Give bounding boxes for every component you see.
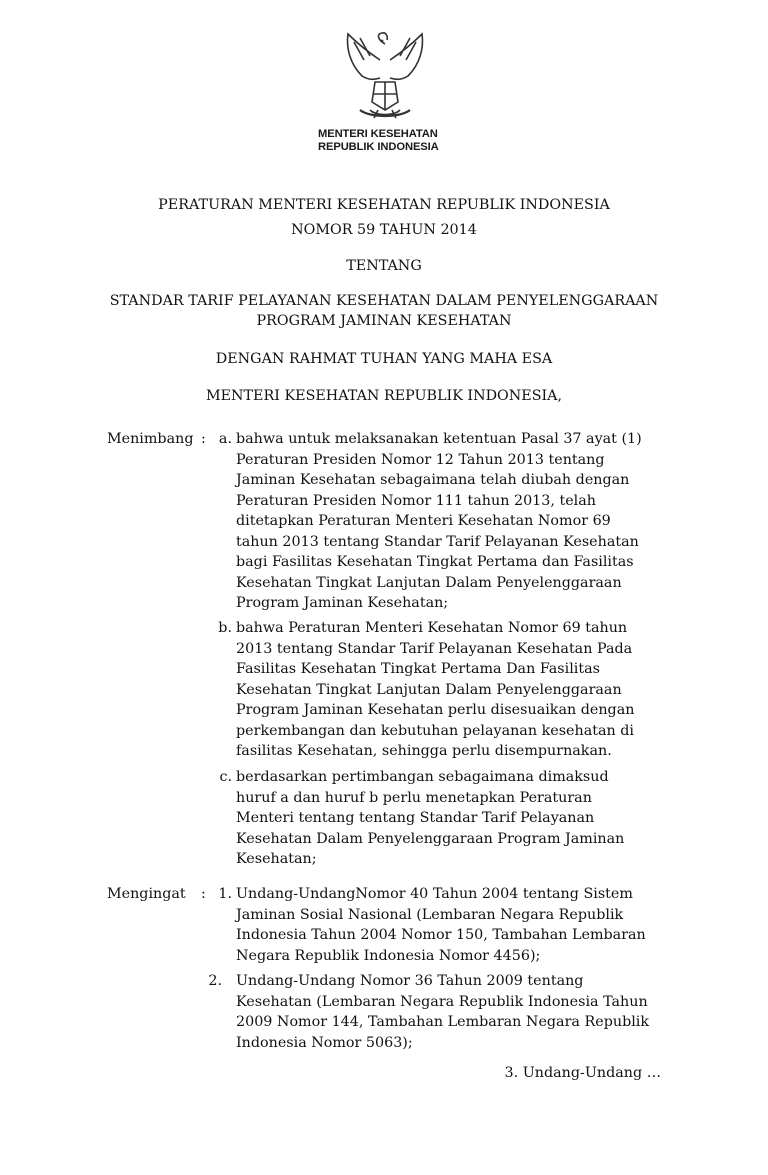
ministry-line-2: REPUBLIK INDONESIA	[318, 141, 439, 153]
menimbang-label: Menimbang	[107, 431, 194, 447]
menimbang-a-line: bagi Fasilitas Kesehatan Tingkat Pertama dan Fasilitas	[236, 554, 634, 570]
menimbang-c-line: huruf a dan huruf b perlu menetapkan Peraturan	[236, 789, 592, 806]
menimbang-a-line: Peraturan Presiden Nomor 111 tahun 2013, telah	[236, 492, 596, 509]
mengingat-1-line: Undang-UndangNomor 40 Tahun 2004 tentang Sistem	[236, 886, 633, 902]
menimbang-a-line: Kesehatan Tingkat Lanjutan Dalam Penyelenggaraan	[236, 574, 622, 591]
menimbang-marker-c: c.	[219, 769, 232, 785]
subject-line-1: STANDAR TARIF PELAYANAN KESEHATAN DALAM PENYELENGGARAAN	[109, 293, 659, 309]
menimbang-a-line: Program Jaminan Kesehatan;	[236, 595, 449, 611]
ministry-line-1: MENTERI KESEHATAN	[318, 128, 438, 140]
mengingat-1-line: Jaminan Sosial Nasional (Lembaran Negara Republik	[236, 906, 624, 923]
mengingat-marker-2: 2.	[208, 973, 222, 989]
menimbang-marker-a: a.	[218, 431, 232, 447]
invocation: DENGAN RAHMAT TUHAN YANG MAHA ESA	[215, 351, 553, 367]
ministry-label	[318, 128, 439, 154]
menimbang-a-line: bahwa untuk melaksanakan ketentuan Pasal 37 ayat (1)	[236, 431, 642, 447]
menimbang-b-line: Program Jaminan Kesehatan perlu disesuaikan dengan	[236, 702, 635, 718]
mengingat-1-line: Indonesia Tahun 2004 Nomor 150, Tambahan Lembaran	[236, 927, 646, 943]
continuation-reference: 3. Undang-Undang …	[504, 1065, 661, 1081]
menimbang-b-line: Fasilitas Kesehatan Tingkat Pertama Dan Fasilitas	[236, 661, 600, 677]
menimbang-marker-b: b.	[218, 620, 232, 636]
menimbang-b-line: bahwa Peraturan Menteri Kesehatan Nomor 69 tahun	[236, 620, 628, 636]
menimbang-c-line: berdasarkan pertimbangan sebagaimana dimaksud	[236, 769, 609, 785]
menimbang-b-line: 2013 tentang Standar Tarif Pelayanan Kesehatan Pada	[236, 640, 633, 657]
menimbang-b-line: Kesehatan Tingkat Lanjutan Dalam Penyelenggaraan	[236, 681, 622, 698]
mengingat-item-2	[236, 971, 661, 1053]
authority: MENTERI KESEHATAN REPUBLIK INDONESIA,	[205, 388, 563, 404]
mengingat-2-line: Undang-Undang Nomor 36 Tahun 2009 tentang	[236, 973, 584, 989]
mengingat-colon: :	[201, 886, 206, 902]
menimbang-c-line: Kesehatan Dalam Penyelenggaraan Program Jaminan	[236, 830, 625, 847]
menimbang-a-line: Peraturan Presiden Nomor 12 Tahun 2013 tentang	[236, 451, 605, 468]
mengingat-1-line: Negara Republik Indonesia Nomor 4456);	[236, 947, 541, 964]
mengingat-2-line: Kesehatan (Lembaran Negara Republik Indonesia Tahun	[236, 993, 648, 1010]
garuda-pancasila-icon	[330, 30, 440, 120]
menimbang-b-line: fasilitas Kesehatan, sehingga perlu disempurnakan.	[236, 743, 612, 759]
menimbang-c-line: Kesehatan;	[236, 851, 317, 867]
menimbang-a-line: tahun 2013 tentang Standar Tarif Pelayanan Kesehatan	[236, 533, 639, 550]
menimbang-colon: :	[201, 431, 206, 447]
menimbang-item-a	[236, 429, 661, 614]
menimbang-b-line: perkembangan dan kebutuhan pelayanan kesehatan di	[236, 722, 634, 739]
menimbang-a-line: Jaminan Kesehatan sebagaimana telah diubah dengan	[236, 472, 630, 488]
mengingat-marker-1: 1.	[218, 886, 232, 902]
regulation-title: PERATURAN MENTERI KESEHATAN REPUBLIK INDONESIA	[158, 197, 610, 213]
regulation-number: NOMOR 59 TAHUN 2014	[291, 222, 477, 238]
menimbang-item-b	[236, 618, 661, 762]
subject-line-2: PROGRAM JAMINAN KESEHATAN	[256, 313, 512, 329]
menimbang-a-line: ditetapkan Peraturan Menteri Kesehatan Nomor 69	[236, 513, 611, 529]
menimbang-item-c	[236, 767, 661, 870]
menimbang-c-line: Menteri tentang tentang Standar Tarif Pelayanan	[236, 810, 595, 826]
mengingat-2-line: Indonesia Nomor 5063);	[236, 1034, 413, 1051]
mengingat-item-1	[236, 884, 661, 966]
mengingat-label: Mengingat	[107, 886, 186, 902]
tentang-heading: TENTANG	[346, 258, 422, 274]
mengingat-2-line: 2009 Nomor 144, Tambahan Lembaran Negara Republik	[236, 1014, 650, 1030]
